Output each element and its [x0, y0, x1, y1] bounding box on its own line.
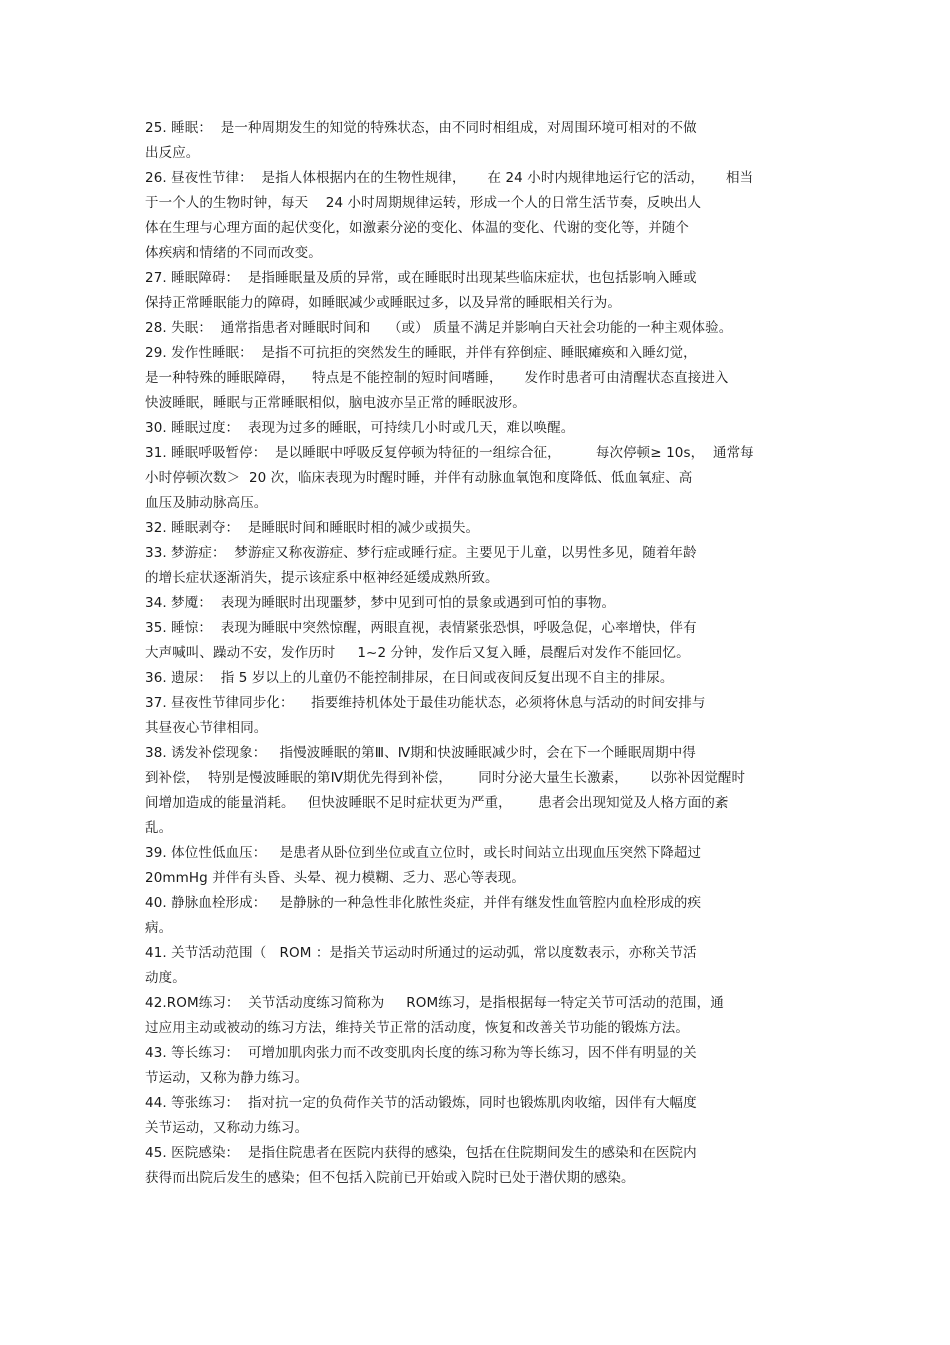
text-line: 28. 失眠： 通常指患者对睡眠时间和 （或） 质量不满足并影响白天社会功能的一种主观体验。: [145, 320, 733, 336]
text-line: 间增加造成的能量消耗。 但快波睡眠不足时症状更为严重， 患者会出现知觉及人格方面的紊: [145, 795, 729, 811]
text-line: 26. 昼夜性节律： 是指人体根据内在的生物性规律， 在 24 小时内规律地运行它的活动， 相当: [145, 170, 754, 186]
text-line: 44. 等张练习： 指对抗一定的负荷作关节的活动锻炼，同时也锻炼肌肉收缩，因伴有大幅度: [145, 1095, 697, 1111]
text-line: 于一个人的生物时钟，每天 24 小时周期规律运转，形成一个人的日常生活节奏，反映出人: [145, 195, 702, 211]
text-line: 的增长症状逐渐消失，提示该症系中枢神经延缓成熟所致。: [145, 570, 499, 586]
text-line: 32. 睡眠剥夺： 是睡眠时间和睡眠时相的减少或损失。: [145, 520, 480, 536]
text-line: 29. 发作性睡眠： 是指不可抗拒的突然发生的睡眠，并伴有猝倒症、睡眠瘫痪和入睡幻觉，: [145, 345, 697, 361]
text-line: 27. 睡眠障碍： 是指睡眠量及质的异常，或在睡眠时出现某些临床症状，也包括影响入睡或: [145, 270, 697, 286]
text-line: 45. 医院感染： 是指住院患者在医院内获得的感染，包括在住院期间发生的感染和在医院内: [145, 1145, 697, 1161]
text-line: 34. 梦魇： 表现为睡眠时出现噩梦，梦中见到可怕的景象或遇到可怕的事物。: [145, 595, 616, 611]
text-line: 20mmHg 并伴有头昏、头晕、视力模糊、乏力、恶心等表现。: [145, 870, 525, 886]
text-line: 出反应。: [145, 145, 200, 161]
text-line: 30. 睡眠过度： 表现为过多的睡眠，可持续几小时或几天，难以唤醒。: [145, 420, 575, 436]
text-line: 是一种特殊的睡眠障碍， 特点是不能控制的短时间嗜睡， 发作时患者可由清醒状态直接进入: [145, 370, 729, 386]
text-line: 体在生理与心理方面的起伏变化，如激素分泌的变化、体温的变化、代谢的变化等，并随个: [145, 220, 689, 236]
text-line: 41. 关节活动范围（ ROM ：是指关节运动时所通过的运动弧，常以度数表示，亦称关节活: [145, 945, 697, 961]
text-line: 35. 睡惊： 表现为睡眠中突然惊醒，两眼直视，表情紧张恐惧，呼吸急促，心率增快，伴有: [145, 620, 697, 636]
text-line: 关节运动，又称动力练习。: [145, 1120, 309, 1136]
text-line: 其昼夜心节律相同。: [145, 720, 268, 736]
text-line: 大声喊叫、躁动不安，发作历时 1~2 分钟，发作后又复入睡，晨醒后对发作不能回忆。: [145, 645, 690, 661]
text-line: 动度。: [145, 970, 186, 986]
text-line: 25. 睡眠： 是一种周期发生的知觉的特殊状态，由不同时相组成，对周围环境可相对的不做: [145, 120, 697, 136]
text-line: 体疾病和情绪的不同而改变。: [145, 245, 322, 261]
text-line: 42.ROM练习： 关节活动度练习简称为 ROM练习，是指根据每一特定关节可活动的范围，通: [145, 995, 724, 1011]
text-line: 31. 睡眠呼吸暂停： 是以睡眠中呼吸反复停顿为特征的一组综合征， 每次停顿≥ 10s， 通常每: [145, 445, 754, 461]
text-line: 到补偿， 特别是慢波睡眠的第Ⅳ期优先得到补偿， 同时分泌大量生长激素， 以弥补因觉醒时: [145, 770, 746, 786]
text-line: 36. 遗尿： 指 5 岁以上的儿童仍不能控制排尿，在日间或夜间反复出现不自主的排尿。: [145, 670, 674, 686]
text-line: 保持正常睡眠能力的障碍，如睡眠减少或睡眠过多，以及异常的睡眠相关行为。: [145, 295, 621, 311]
text-line: 病。: [145, 920, 173, 936]
text-line: 节运动，又称为静力练习。: [145, 1070, 309, 1086]
text-line: 获得而出院后发生的感染；但不包括入院前已开始或入院时已处于潜伏期的感染。: [145, 1170, 635, 1186]
text-line: 43. 等长练习： 可增加肌肉张力而不改变肌肉长度的练习称为等长练习，因不伴有明显的关: [145, 1045, 697, 1061]
text-line: 小时停顿次数＞ 20 次，临床表现为时醒时睡，并伴有动脉血氧饱和度降低、低血氧症、高: [145, 470, 693, 486]
text-line: 乱。: [145, 820, 173, 836]
text-line: 37. 昼夜性节律同步化： 指要维持机体处于最佳功能状态，必须将休息与活动的时间安排与: [145, 695, 706, 711]
text-line: 40. 静脉血栓形成： 是静脉的一种急性非化脓性炎症，并伴有继发性血管腔内血栓形成的疾: [145, 895, 702, 911]
text-line: 39. 体位性低血压： 是患者从卧位到坐位或直立位时，或长时间站立出现血压突然下降超过: [145, 845, 702, 861]
text-line: 38. 诱发补偿现象： 指慢波睡眠的第Ⅲ、Ⅳ期和快波睡眠减少时，会在下一个睡眠周期中得: [145, 745, 696, 761]
text-line: 快波睡眠，睡眠与正常睡眠相似，脑电波亦呈正常的睡眠波形。: [145, 395, 526, 411]
text-line: 过应用主动或被动的练习方法，维持关节正常的活动度，恢复和改善关节功能的锻炼方法。: [145, 1020, 689, 1036]
text-line: 33. 梦游症： 梦游症又称夜游症、梦行症或睡行症。主要见于儿童，以男性多见，随着年龄: [145, 545, 697, 561]
text-line: 血压及肺动脉高压。: [145, 495, 268, 511]
